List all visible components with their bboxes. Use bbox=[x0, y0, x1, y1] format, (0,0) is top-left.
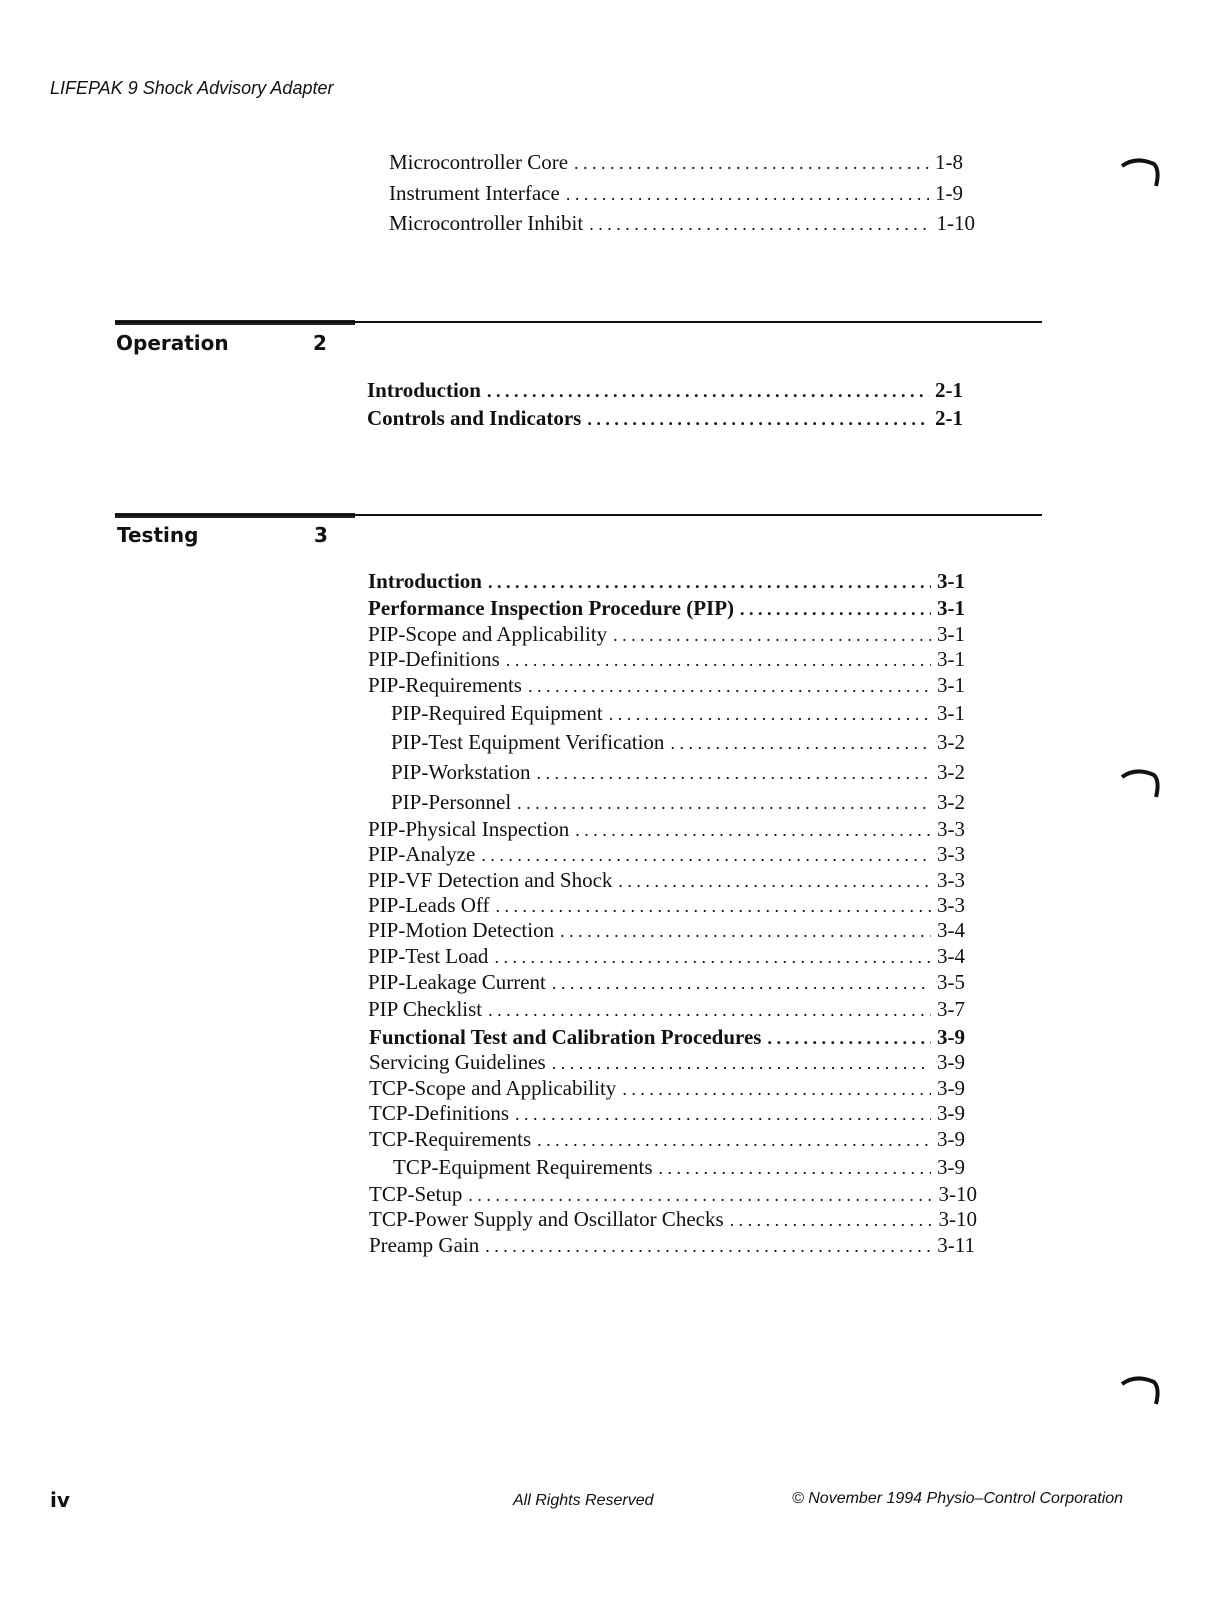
toc-entry-title: PIP-Requirements bbox=[368, 673, 522, 697]
toc-entry[interactable] bbox=[368, 867, 965, 894]
toc-entry[interactable] bbox=[368, 943, 965, 970]
toc-entry-title: TCP-Power Supply and Oscillator Checks bbox=[369, 1207, 724, 1231]
toc-entry-title: PIP-VF Detection and Shock bbox=[368, 868, 613, 892]
dot-leader bbox=[552, 970, 931, 996]
binder-hole-mark bbox=[1120, 1374, 1160, 1408]
toc-entry[interactable] bbox=[368, 646, 965, 673]
toc-entry-page: 3-4 bbox=[937, 944, 965, 968]
section-rule bbox=[115, 514, 1042, 516]
toc-entry-page: 3-1 bbox=[937, 569, 965, 593]
toc-entry-page: 1-10 bbox=[936, 211, 975, 235]
toc-entry-title: PIP-Required Equipment bbox=[391, 701, 603, 725]
toc-entry-page: 3-9 bbox=[937, 1101, 965, 1125]
toc-entry[interactable] bbox=[369, 1100, 965, 1127]
dot-leader bbox=[487, 378, 929, 404]
toc-entry[interactable] bbox=[368, 996, 965, 1023]
toc-entry[interactable] bbox=[389, 149, 963, 176]
dot-leader bbox=[730, 1207, 933, 1233]
dot-leader bbox=[481, 842, 931, 868]
toc-entry-page: 3-1 bbox=[937, 673, 965, 697]
toc-entry-page: 3-9 bbox=[937, 1127, 965, 1151]
toc-entry-page: 3-1 bbox=[937, 622, 965, 646]
toc-entry[interactable] bbox=[391, 759, 965, 786]
toc-entry[interactable] bbox=[368, 841, 965, 868]
toc-entry-title: PIP-Motion Detection bbox=[368, 918, 555, 942]
toc-entry-page: 3-1 bbox=[937, 701, 965, 725]
dot-leader bbox=[468, 1182, 932, 1208]
toc-entry-page: 3-3 bbox=[937, 842, 965, 866]
toc-entry[interactable] bbox=[367, 377, 963, 404]
dot-leader bbox=[618, 868, 931, 894]
toc-entry-title: PIP-Workstation bbox=[391, 760, 531, 784]
dot-leader bbox=[528, 673, 931, 699]
toc-entry-title: Servicing Guidelines bbox=[369, 1050, 546, 1074]
toc-entry-title: PIP-Leads Off bbox=[368, 893, 490, 917]
toc-entry-page: 3-3 bbox=[937, 893, 965, 917]
rights-notice: All Rights Reserved bbox=[513, 1492, 654, 1509]
toc-entry-page: 3-3 bbox=[937, 868, 965, 892]
toc-entry-title: TCP-Equipment Requirements bbox=[393, 1155, 653, 1179]
section-number-operation: 2 bbox=[313, 331, 327, 355]
section-title-testing: Testing bbox=[117, 523, 199, 547]
toc-entry-title: Introduction bbox=[368, 569, 482, 593]
toc-entry-title: PIP-Test Load bbox=[368, 944, 489, 968]
toc-entry-page: 3-1 bbox=[937, 596, 965, 620]
toc-entry-title: Instrument Interface bbox=[389, 181, 560, 205]
toc-entry-title: Microcontroller Inhibit bbox=[389, 211, 584, 235]
toc-entry-title: PIP-Leakage Current bbox=[368, 970, 546, 994]
toc-entry-title: TCP-Scope and Applicability bbox=[369, 1076, 617, 1100]
toc-entry-title: Performance Inspection Procedure (PIP) bbox=[368, 596, 735, 620]
toc-entry[interactable] bbox=[369, 1206, 977, 1233]
toc-entry[interactable] bbox=[391, 729, 965, 756]
toc-entry-page: 3-2 bbox=[937, 760, 965, 784]
dot-leader bbox=[488, 997, 931, 1023]
toc-entry-title: Functional Test and Calibration Procedures bbox=[369, 1025, 762, 1049]
toc-entry[interactable] bbox=[368, 621, 965, 648]
dot-leader bbox=[517, 790, 931, 816]
dot-leader bbox=[767, 1025, 931, 1051]
toc-entry[interactable] bbox=[368, 672, 965, 699]
toc-entry[interactable] bbox=[391, 789, 965, 816]
page-number: iv bbox=[50, 1488, 70, 1512]
toc-entry-title: TCP-Requirements bbox=[369, 1127, 532, 1151]
toc-entry[interactable] bbox=[368, 892, 965, 919]
dot-leader bbox=[560, 918, 931, 944]
dot-leader bbox=[574, 150, 929, 176]
toc-entry-title: PIP-Scope and Applicability bbox=[368, 622, 608, 646]
toc-entry[interactable] bbox=[391, 700, 965, 727]
dot-leader bbox=[622, 1076, 931, 1102]
dot-leader bbox=[536, 760, 931, 786]
toc-entry-page: 3-7 bbox=[937, 997, 965, 1021]
dot-leader bbox=[485, 1233, 931, 1259]
toc-entry-title: PIP-Test Equipment Verification bbox=[391, 730, 665, 754]
toc-entry-title: TCP-Setup bbox=[369, 1182, 463, 1206]
toc-entry[interactable] bbox=[367, 405, 963, 432]
toc-entry-page: 3-2 bbox=[937, 790, 965, 814]
toc-entry-page: 1-9 bbox=[935, 181, 963, 205]
toc-entry-title: PIP-Analyze bbox=[368, 842, 476, 866]
section-title-operation: Operation bbox=[116, 331, 229, 355]
toc-entry[interactable] bbox=[369, 1049, 965, 1076]
toc-entry-title: PIP-Personnel bbox=[391, 790, 512, 814]
toc-entry-page: 3-9 bbox=[937, 1050, 965, 1074]
dot-leader bbox=[515, 1101, 931, 1127]
dot-leader bbox=[496, 893, 931, 919]
toc-entry-title: PIP Checklist bbox=[368, 997, 483, 1021]
toc-entry[interactable] bbox=[369, 1024, 965, 1051]
toc-entry[interactable] bbox=[368, 969, 965, 996]
toc-entry[interactable] bbox=[369, 1075, 965, 1102]
toc-entry-page: 3-9 bbox=[937, 1025, 965, 1049]
toc-entry-page: 2-1 bbox=[935, 406, 963, 430]
toc-entry-page: 3-2 bbox=[937, 730, 965, 754]
dot-leader bbox=[575, 817, 931, 843]
section-number-testing: 3 bbox=[314, 523, 328, 547]
toc-entry[interactable] bbox=[369, 1181, 977, 1208]
toc-entry-page: 3-10 bbox=[938, 1207, 977, 1231]
section-rule bbox=[115, 321, 1042, 323]
dot-leader bbox=[659, 1155, 931, 1181]
toc-entry-page: 3-3 bbox=[937, 817, 965, 841]
dot-leader bbox=[537, 1127, 931, 1153]
toc-entry[interactable] bbox=[368, 917, 965, 944]
dot-leader bbox=[670, 730, 931, 756]
dot-leader bbox=[506, 647, 931, 673]
dot-leader bbox=[587, 406, 929, 432]
toc-entry[interactable] bbox=[369, 1126, 965, 1153]
toc-entry-page: 3-5 bbox=[937, 970, 965, 994]
toc-entry-title: TCP-Definitions bbox=[369, 1101, 509, 1125]
dot-leader bbox=[740, 596, 931, 622]
dot-leader bbox=[566, 181, 929, 207]
dot-leader bbox=[494, 944, 931, 970]
toc-entry-page: 3-4 bbox=[937, 918, 965, 942]
binder-hole-mark bbox=[1120, 156, 1160, 190]
toc-entry-title: Microcontroller Core bbox=[389, 150, 569, 174]
toc-entry-title: PIP-Definitions bbox=[368, 647, 500, 671]
toc-entry-title: PIP-Physical Inspection bbox=[368, 817, 570, 841]
toc-entry-page: 2-1 bbox=[935, 378, 963, 402]
toc-entry-title: Controls and Indicators bbox=[367, 406, 582, 430]
toc-entry-page: 1-8 bbox=[935, 150, 963, 174]
running-head-title: LIFEPAK 9 Shock Advisory Adapter bbox=[50, 78, 334, 98]
toc-entry[interactable] bbox=[389, 180, 963, 207]
dot-leader bbox=[613, 622, 931, 648]
copyright-notice: © November 1994 Physio–Control Corporation bbox=[792, 1490, 1124, 1507]
toc-entry-page: 3-9 bbox=[937, 1155, 965, 1179]
binder-hole-mark bbox=[1120, 767, 1160, 801]
toc-entry-page: 3-10 bbox=[938, 1182, 977, 1206]
toc-entry[interactable] bbox=[368, 816, 965, 843]
toc-entry[interactable] bbox=[393, 1154, 965, 1181]
dot-leader bbox=[552, 1050, 931, 1076]
toc-entry-title: Preamp Gain bbox=[369, 1233, 480, 1257]
toc-entry-title: Introduction bbox=[367, 378, 481, 402]
toc-entry-page: 3-1 bbox=[937, 647, 965, 671]
dot-leader bbox=[609, 701, 931, 727]
toc-entry[interactable] bbox=[389, 210, 975, 237]
dot-leader bbox=[589, 211, 930, 237]
toc-entry-page: 3-9 bbox=[937, 1076, 965, 1100]
toc-entry[interactable] bbox=[368, 595, 965, 622]
dot-leader bbox=[488, 569, 931, 595]
toc-entry[interactable] bbox=[368, 568, 965, 595]
toc-entry-page: 3-11 bbox=[937, 1233, 975, 1257]
toc-entry[interactable] bbox=[369, 1232, 975, 1259]
